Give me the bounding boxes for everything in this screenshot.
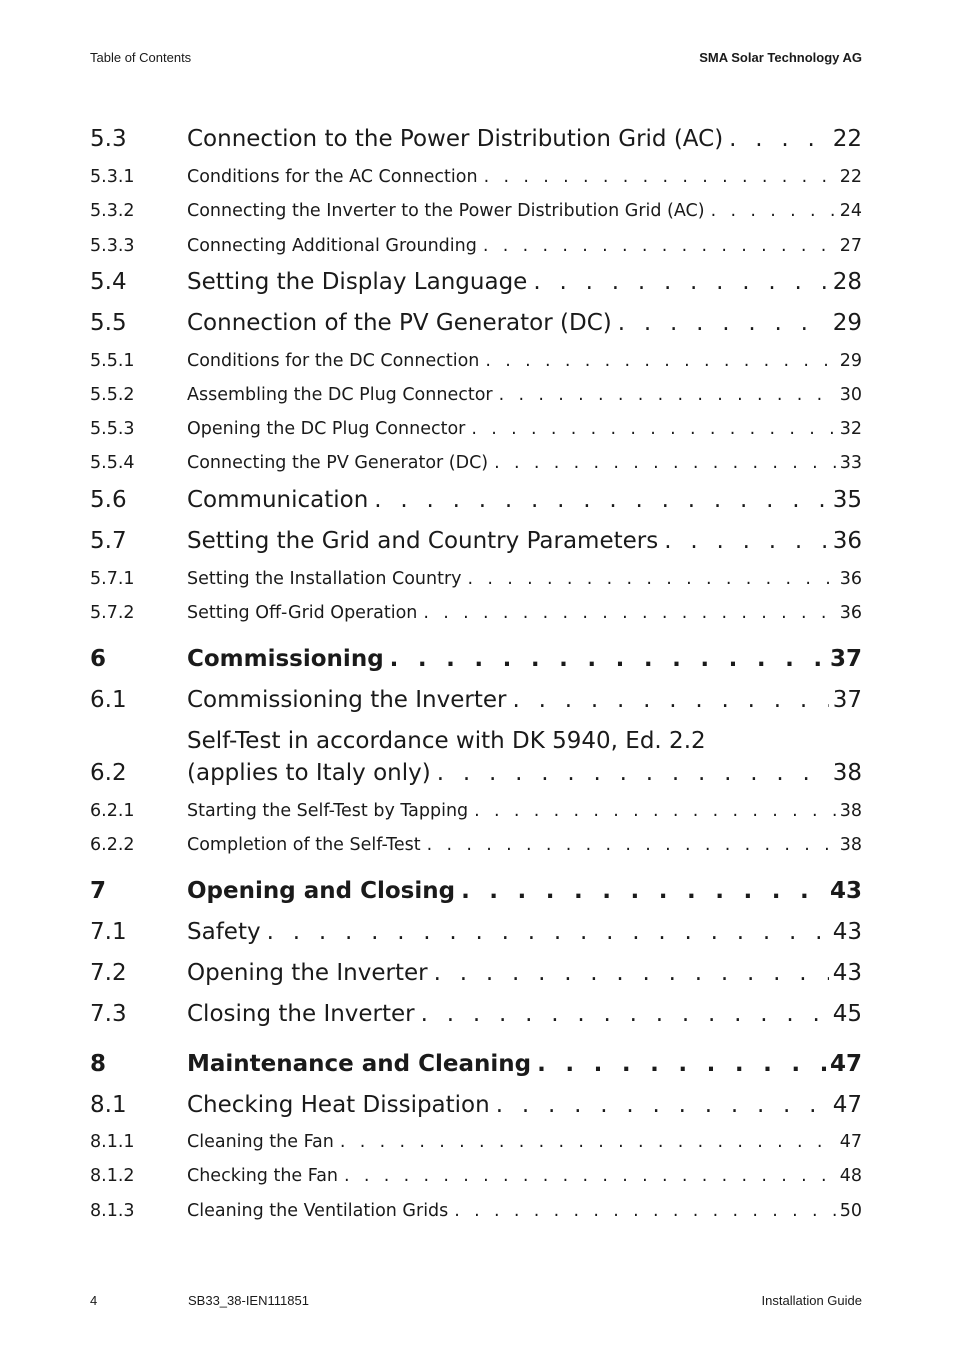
toc-entry[interactable] bbox=[90, 197, 862, 221]
footer-doc-type: Installation Guide bbox=[761, 1293, 862, 1308]
toc-dot-leader bbox=[415, 1001, 829, 1027]
toc-entry-title: Conditions for the AC Connection bbox=[187, 167, 478, 187]
toc-entry[interactable] bbox=[90, 797, 862, 821]
toc-dot-leader bbox=[527, 269, 828, 295]
toc-entry-number: 7 bbox=[90, 878, 107, 904]
toc-entry-number: 5.3.2 bbox=[90, 201, 135, 221]
toc-entry-page: 50 bbox=[839, 1201, 862, 1221]
toc-entry-page: 22 bbox=[832, 126, 862, 152]
toc-dot-leader bbox=[455, 878, 826, 904]
toc-dot-leader bbox=[368, 487, 828, 513]
toc-entry-number: 5.4 bbox=[90, 269, 127, 295]
toc-entry-page: 30 bbox=[839, 385, 862, 405]
toc-entry-number: 6.1 bbox=[90, 687, 127, 713]
toc-entry-number: 5.3 bbox=[90, 126, 127, 152]
page-footer bbox=[90, 1293, 862, 1311]
toc-entry-number: 6.2 bbox=[90, 760, 127, 786]
toc-dot-leader bbox=[417, 603, 835, 623]
toc-entry-page: 43 bbox=[829, 878, 862, 904]
footer-doc-code: SB33_38-IEN111851 bbox=[188, 1293, 309, 1308]
toc-dot-leader bbox=[490, 1092, 829, 1118]
toc-entry-number: 7.3 bbox=[90, 1001, 127, 1027]
toc-entry-title-line1: Self-Test in accordance with DK 5940, Ed. 2.2 bbox=[187, 728, 706, 754]
toc-dot-leader bbox=[723, 126, 829, 152]
toc-entry-page: 38 bbox=[839, 801, 862, 821]
toc-entry-number: 8.1 bbox=[90, 1092, 127, 1118]
toc-entry-page: 37 bbox=[832, 687, 862, 713]
toc-entry-number: 5.7.2 bbox=[90, 603, 135, 623]
toc-entry-title: Setting the Installation Country bbox=[187, 569, 462, 589]
toc-entry-number: 5.3.3 bbox=[90, 236, 135, 256]
toc-entry[interactable] bbox=[90, 306, 862, 336]
toc-entry[interactable] bbox=[90, 956, 862, 986]
toc-entry-title: Commissioning the Inverter bbox=[187, 687, 507, 713]
toc-entry-title: Checking Heat Dissipation bbox=[187, 1092, 490, 1118]
toc-entry-title: Setting Off-Grid Operation bbox=[187, 603, 418, 623]
toc-entry-page: 28 bbox=[832, 269, 862, 295]
toc-entry[interactable] bbox=[90, 874, 862, 904]
toc-dot-leader bbox=[478, 167, 836, 187]
toc-entry-number: 5.5.4 bbox=[90, 453, 135, 473]
toc-entry-page: 38 bbox=[839, 835, 862, 855]
toc-entry-page: 36 bbox=[832, 528, 862, 554]
toc-entry-number: 5.5.1 bbox=[90, 351, 135, 371]
toc-entry-title: Connecting the PV Generator (DC) bbox=[187, 453, 489, 473]
toc-entry[interactable] bbox=[90, 1197, 862, 1221]
toc-entry-page: 38 bbox=[832, 760, 862, 786]
toc-entry-page: 43 bbox=[832, 919, 862, 945]
toc-dot-leader bbox=[488, 453, 836, 473]
toc-dot-leader bbox=[612, 310, 829, 336]
toc-dot-leader bbox=[493, 385, 836, 405]
toc-entry-title: Communication bbox=[187, 487, 369, 513]
toc-entry[interactable] bbox=[90, 381, 862, 405]
toc-entry-number: 8 bbox=[90, 1051, 107, 1077]
toc-entry[interactable] bbox=[90, 265, 862, 295]
toc-entry-page: 22 bbox=[839, 167, 862, 187]
toc-dot-leader bbox=[421, 835, 836, 855]
toc-entry[interactable] bbox=[90, 483, 862, 513]
toc-dot-leader bbox=[431, 760, 829, 786]
toc-entry-title: Cleaning the Fan bbox=[187, 1132, 334, 1152]
toc-entry-number: 6.2.1 bbox=[90, 801, 135, 821]
toc-entry[interactable] bbox=[90, 1047, 862, 1077]
toc-entry-number: 7.2 bbox=[90, 960, 127, 986]
toc-entry-title: Maintenance and Cleaning bbox=[187, 1051, 532, 1077]
toc-entry-title: Opening the DC Plug Connector bbox=[187, 419, 466, 439]
toc-entry-page: 33 bbox=[839, 453, 862, 473]
toc-entry-title: Connecting Additional Grounding bbox=[187, 236, 477, 256]
toc-entry[interactable] bbox=[90, 997, 862, 1027]
toc-entry-number: 7.1 bbox=[90, 919, 127, 945]
toc-dot-leader bbox=[462, 569, 836, 589]
toc-entry-number: 5.3.1 bbox=[90, 167, 135, 187]
toc-entry-number: 5.5.2 bbox=[90, 385, 135, 405]
toc-entry-page: 48 bbox=[839, 1166, 862, 1186]
toc-entry[interactable] bbox=[90, 683, 862, 713]
toc-entry-number: 5.5.3 bbox=[90, 419, 135, 439]
toc-entry-page: 27 bbox=[839, 236, 862, 256]
toc-entry[interactable] bbox=[90, 565, 862, 589]
toc-entry[interactable] bbox=[90, 163, 862, 187]
toc-entry-page: 47 bbox=[829, 1051, 862, 1077]
toc-entry[interactable] bbox=[90, 524, 862, 554]
toc-dot-leader bbox=[506, 687, 828, 713]
toc-entry-page: 43 bbox=[832, 960, 862, 986]
toc-entry-page: 29 bbox=[832, 310, 862, 336]
toc-dot-leader bbox=[705, 201, 836, 221]
toc-entry[interactable] bbox=[90, 347, 862, 371]
toc-entry[interactable] bbox=[90, 415, 862, 439]
toc-entry-title: Opening and Closing bbox=[187, 878, 456, 904]
toc-entry[interactable] bbox=[90, 831, 862, 855]
toc-entry-title: Connection to the Power Distribution Grid (AC) bbox=[187, 126, 724, 152]
toc-entry-page: 29 bbox=[839, 351, 862, 371]
toc-dot-leader bbox=[658, 528, 829, 554]
toc-entry-page: 36 bbox=[839, 603, 862, 623]
toc-entry-number: 8.1.2 bbox=[90, 1166, 135, 1186]
toc-entry-title: Setting the Display Language bbox=[187, 269, 528, 295]
header-section-title: Table of Contents bbox=[90, 50, 192, 65]
toc-entry[interactable] bbox=[90, 1128, 862, 1152]
toc-dot-leader bbox=[479, 351, 835, 371]
toc-dot-leader bbox=[261, 919, 829, 945]
toc-entry-title: Starting the Self-Test by Tapping bbox=[187, 801, 469, 821]
toc-entry-title: Connecting the Inverter to the Power Distribution Grid (AC) bbox=[187, 201, 705, 221]
toc-entry-number: 8.1.1 bbox=[90, 1132, 135, 1152]
toc-entry[interactable] bbox=[90, 728, 862, 786]
toc-entry-page: 47 bbox=[832, 1092, 862, 1118]
toc-entry[interactable] bbox=[90, 642, 862, 672]
toc-entry-number: 5.5 bbox=[90, 310, 127, 336]
toc-entry-page: 47 bbox=[839, 1132, 862, 1152]
toc-entry-number: 6 bbox=[90, 646, 107, 672]
toc-entry-page: 35 bbox=[832, 487, 862, 513]
toc-dot-leader bbox=[468, 801, 836, 821]
toc-entry-title: Commissioning bbox=[187, 646, 384, 672]
toc-entry-page: 45 bbox=[832, 1001, 862, 1027]
page-header bbox=[90, 50, 862, 68]
toc-entry-title: Setting the Grid and Country Parameters bbox=[187, 528, 659, 554]
toc-entry-title: Completion of the Self-Test bbox=[187, 835, 421, 855]
toc-dot-leader bbox=[334, 1132, 836, 1152]
toc-dot-leader bbox=[448, 1201, 835, 1221]
toc-entry-page: 37 bbox=[829, 646, 862, 672]
toc-entry[interactable] bbox=[90, 232, 862, 256]
toc-entry-number: 8.1.3 bbox=[90, 1201, 135, 1221]
toc-dot-leader bbox=[477, 236, 836, 256]
toc-entry-title: (applies to Italy only) bbox=[187, 760, 431, 786]
toc-entry-number: 5.7.1 bbox=[90, 569, 135, 589]
toc-dot-leader bbox=[531, 1051, 826, 1077]
header-company-name: SMA Solar Technology AG bbox=[699, 50, 862, 65]
toc-entry-title: Connection of the PV Generator (DC) bbox=[187, 310, 612, 336]
toc-entry-page: 24 bbox=[839, 201, 862, 221]
toc-dot-leader bbox=[465, 419, 835, 439]
toc-entry[interactable] bbox=[90, 449, 862, 473]
toc-entry-title: Safety bbox=[187, 919, 261, 945]
toc-entry-page: 36 bbox=[839, 569, 862, 589]
toc-entry-page: 32 bbox=[839, 419, 862, 439]
toc-entry-number: 5.6 bbox=[90, 487, 127, 513]
toc-dot-leader bbox=[338, 1166, 836, 1186]
toc-entry-title: Opening the Inverter bbox=[187, 960, 428, 986]
toc-entry[interactable] bbox=[90, 122, 862, 152]
toc-entry[interactable] bbox=[90, 915, 862, 945]
toc-entry[interactable] bbox=[90, 599, 862, 623]
footer-page-number: 4 bbox=[90, 1293, 98, 1308]
toc-dot-leader bbox=[384, 646, 826, 672]
toc-dot-leader bbox=[428, 960, 829, 986]
toc-entry-title: Checking the Fan bbox=[187, 1166, 339, 1186]
toc-entry-title: Cleaning the Ventilation Grids bbox=[187, 1201, 449, 1221]
toc-entry-title: Assembling the DC Plug Connector bbox=[187, 385, 493, 405]
toc-entry-number: 5.7 bbox=[90, 528, 127, 554]
toc-entry[interactable] bbox=[90, 1162, 862, 1186]
toc-entry-title: Conditions for the DC Connection bbox=[187, 351, 480, 371]
toc-entry-number: 6.2.2 bbox=[90, 835, 135, 855]
toc-entry-title: Closing the Inverter bbox=[187, 1001, 415, 1027]
toc-entry[interactable] bbox=[90, 1088, 862, 1118]
